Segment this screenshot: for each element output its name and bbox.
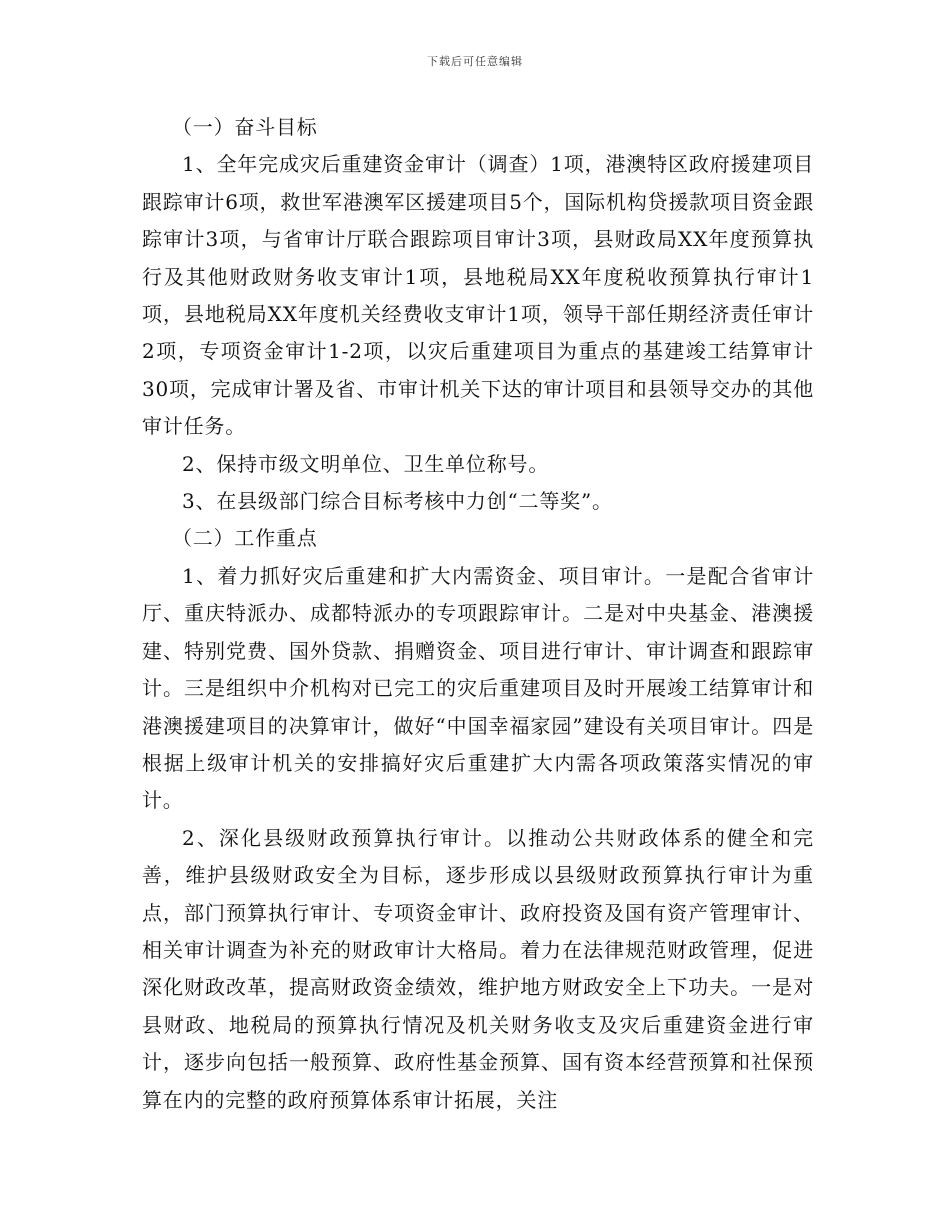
section-heading: （一）奋斗目标 — [172, 115, 318, 139]
page-header: 下载后可任意编辑 — [427, 55, 523, 68]
paragraph: 2、保持市级文明单位、卫生单位称号。 — [182, 451, 550, 476]
document-body — [142, 109, 814, 1119]
paragraph: 1、全年完成灾后重建资金审计（调查）1项，港澳特区政府援建项目跟踪审计6项，救世军港澳军区援建项目5个，国际机构贷援款项目资金跟踪审计3项，与省审计厅联合跟踪项目审计3项，县财政局XX年度预算执行及其他财政财务收支审计1项，县地税局XX年度税收预算执行审计1项，县地税局XX年度机关经费收支审计1项，领导干部任期经济责任审计2项，专项资金审计1-2项，以灾后重建项目为重点的基建竣工结算审计30项，完成审计署及省、市审计机关下达的审计项目和县领导交办的其他审计任务。 — [142, 152, 814, 439]
section-heading: （二）工作重点 — [172, 526, 318, 551]
paragraph: 1、着力抓好灾后重建和扩大内需资金、项目审计。一是配合省审计厅、重庆特派办、成都特派办的专项跟踪审计。二是对中央基金、港澳援建、特别党费、国外贷款、捐赠资金、项目进行审计、审计调查和跟踪审计。三是组织中介机构对已完工的灾后重建项目及时开展竣工结算审计和港澳援建项目的决算审计，做好“中国幸福家园”建设有关项目审计。四是根据上级审计机关的安排搞好灾后重建扩大内需各项政策落实情况的审计。 — [142, 563, 814, 813]
paragraph: 2、深化县级财政预算执行审计。以推动公共财政体系的健全和完善，维护县级财政安全为目标，逐步形成以县级财政预算执行审计为重点，部门预算执行审计、专项资金审计、政府投资及国有资产管理审计、相关审计调查为补充的财政审计大格局。着力在法律规范财政管理，促进深化财政改革，提高财政资金绩效，维护地方财政安全上下功夫。一是对县财政、地税局的预算执行情况及机关财务收支及灾后重建资金进行审计，逐步向包括一般预算、政府性基金预算、国有资本经营预算和社保预算在内的完整的政府预算体系审计拓展，关注 — [142, 825, 814, 1112]
paragraph: 3、在县级部门综合目标考核中力创“二等奖”。 — [182, 489, 613, 514]
